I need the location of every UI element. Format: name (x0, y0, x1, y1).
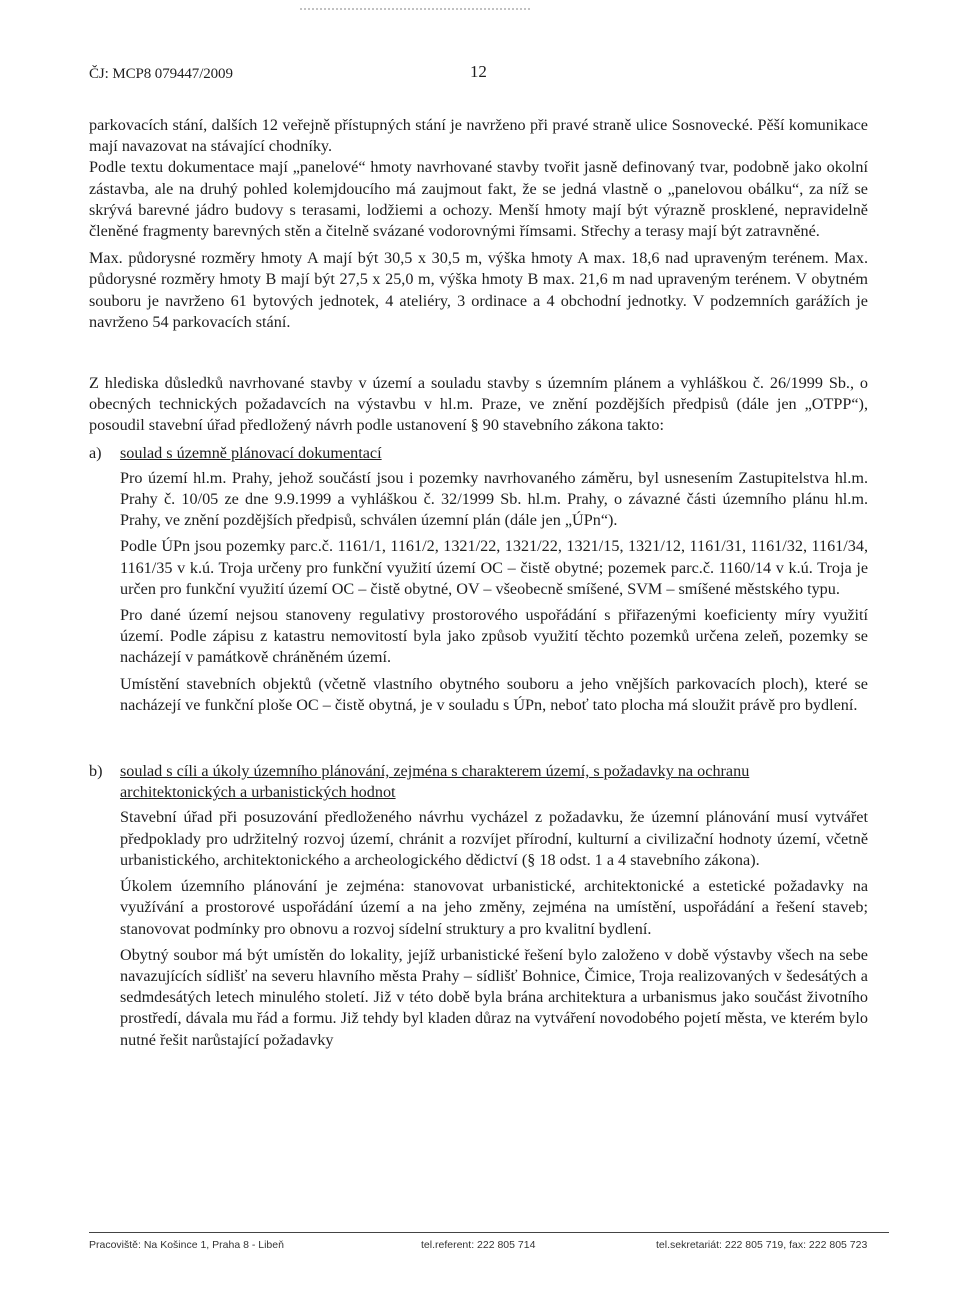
section-paragraph: Úkolem územního plánování je zejména: stanovovat urbanistické, architektonické a estetické požadavky na využívání a prostorové uspořádání území a na jeho změny, zejména na umístění, uspořádání a řešení staveb; stanovovat podmínky pro obnovu a rozvoj sídelní struktury a pro kvalitní bydlení. (120, 877, 868, 938)
section-paragraph: Pro dané území nejsou stanoveny regulativy prostorového uspořádání s přiřazenými koeficienty míry využití území. Podle zápisu z katastru nemovitostí byla jako způsob využití těchto pozemků určena zeleň, pozemky se nacházejí v památkově chráněném území. (120, 606, 868, 667)
section-paragraph: Obytný soubor má být umístěn do lokality, jejíž urbanistické řešení bylo založeno v době výstavby všech na sebe navazujících sídlišť na severu hlavního města Prahy – sídlišť Bohnice, Čimice, Troja realizovaných v šedesátých a sedmdesátých letech minulého století. Již v této době byla brána architektura a urbanismus jako součást životního prostředí, dávala mu řád a formu. Již tehdy byl kladen důraz na vytváření novodobého pojetí města, ve kterém bylo nutné řešit narůstající požadavky (120, 945, 868, 1049)
section-paragraph: Podle ÚPn jsou pozemky parc.č. 1161/1, 1161/2, 1321/22, 1321/22, 1321/15, 1321/12, 1161/31, 1161/32, 1161/34, 1161/35 v k.ú. Troja určeny pro funkční využití území OC – čistě obytné; pozemek parc.č. 1160/14 v k.ú. Troja je určen pro funkční využití území OC – čistě obytné, OV – všeobecně smíšené, SVM – smíšené městského typu. (120, 537, 868, 598)
section-paragraph: Umístění stavebních objektů (včetně vlastního obytného souboru a jeho vnějších parkovacích ploch), které se nacházejí ve funkční ploše OC – čistě obytná, je v souladu s ÚPn, neboť tato plocha má sloužit právě pro bydlení. (120, 674, 868, 714)
intro-paragraph: Max. půdorysné rozměry hmoty A mají být 30,5 x 30,5 m, výška hmoty A max. 18,6 nad upraveným terénem. Max. půdorysné rozměry hmoty B mají být 27,5 x 25,0 m, výška hmoty B max. 21,6 m nad upraveným terénem. V obytném souboru je navrženo 61 bytových jednotek, 4 ateliéry, 3 ordinace a 4 obchodní jednotky. V podzemních garážích je navrženo 54 parkovacích stání. (89, 249, 868, 331)
footer-workplace: Pracoviště: Na Košince 1, Praha 8 - Libeň (89, 1239, 284, 1251)
page-footer (89, 1232, 889, 1251)
assessment-intro: Z hlediska důsledků navrhované stavby v území a souladu stavby s územním plánem a vyhláškou č. 26/1999 Sb., o obecných technických požadavcích na výstavbu v hl.m. Praze, ve znění pozdějších předpisů (dále jen „OTPP“), posoudil stavební úřad předložený návrh podle ustanovení § 90 stavebního zákona takto: (89, 374, 868, 435)
section-marker: b) (89, 762, 103, 781)
section-b (89, 761, 868, 1051)
section-paragraph: Stavební úřad při posuzování předloženého návrhu vycházel z požadavku, že územní plánování musí vytvářet předpoklady pro udržitelný rozvoj území, chránit a rozvíjet přírodní, kulturní a civilizační hodnoty území, včetně urbanistického, architektonického a archeologického dědictví (§ 18 odst. 1 a 4 stavebního zákona). (120, 808, 868, 869)
footer-secretariat: tel.sekretariát: 222 805 719, fax: 222 805 723 (656, 1239, 868, 1251)
intro-paragraph: Podle textu dokumentace mají „panelové“ hmoty navrhované stavby tvořit jasně definovaný tvar, podobně jako okolní zástavba, ale na druhý pohled kolemjdoucího má zaujmout fakt, že se jedná vlastně o „panelovou obálku“, za níž se skrývá barevné jádro budovy s terasami, lodžiemi a ochozy. Menší hmoty mají být výrazně prosklené, nepravidelně členěné fragmenty barevných stěn a čitelně svázané vodorovnými římsami. Střechy a terasy mají být zatravněné. (89, 158, 868, 241)
section-title: soulad s cíli a úkoly územního plánování, zejména s charakterem území, s požadavky na ochranu architektonických a urbanistických hodnot (120, 762, 750, 802)
reference-number: ČJ: MCP8 079447/2009 (89, 66, 233, 82)
scan-artifact (300, 8, 530, 14)
section-marker: a) (89, 443, 102, 462)
document-body (89, 115, 868, 1056)
footer-referent-phone: tel.referent: 222 805 714 (421, 1239, 536, 1251)
page-number: 12 (470, 62, 487, 81)
section-paragraph: Pro území hl.m. Prahy, jehož součástí jsou i pozemky navrhovaného záměru, byl usnesením Zastupitelstva hl.m. Prahy č. 10/05 ze dne 9.9.1999 a vyhláškou č. 32/1999 Sb. hl.m. Prahy, o závazné části územního plánu hl.m. Prahy, ve znění pozdějších předpisů, schválen územní plán (dále jen „ÚPn“). (120, 468, 868, 530)
section-a (89, 443, 868, 716)
section-title: soulad s územně plánovací dokumentací (120, 443, 382, 462)
intro-paragraph: parkovacích stání, dalších 12 veřejně přístupných stání je navrženo při pravé straně ulice Sosnovecké. Pěší komunikace mají navazovat na stávající chodníky. (89, 116, 868, 156)
